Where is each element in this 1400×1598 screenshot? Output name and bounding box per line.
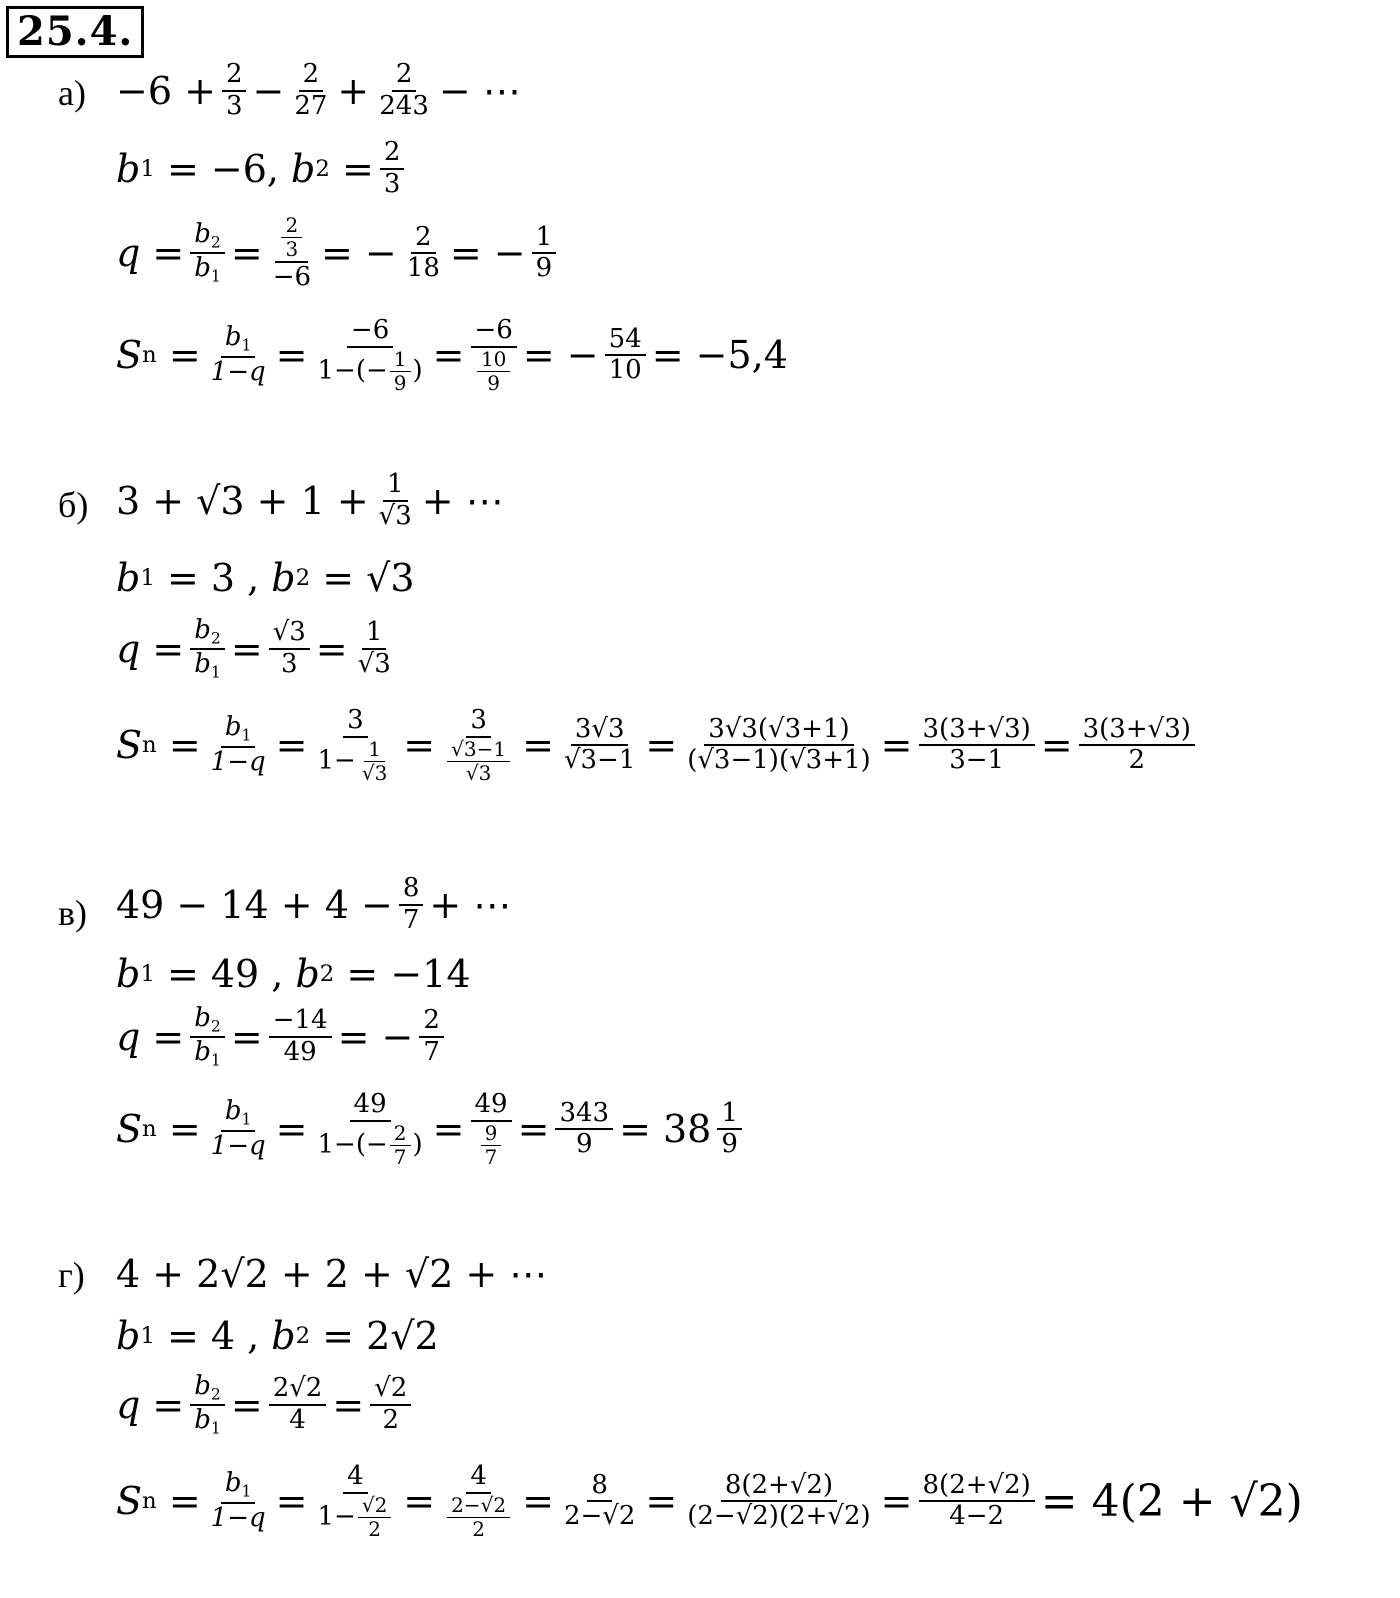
fraction: $\frac{3}{\frac{√3-1}{√3}}$ bbox=[441, 706, 516, 785]
part-a-label: а) bbox=[58, 73, 86, 113]
part-g-label: г) bbox=[58, 1255, 85, 1295]
result: = 4(2 + √2) bbox=[1040, 1475, 1303, 1527]
fraction: $\frac{\frac{2}{3}}{-6}$ bbox=[272, 213, 312, 292]
fraction: $\frac{2}{18}$ bbox=[406, 221, 440, 284]
part-v-sum: S n = $\frac{b_1}{1-q}$ = 49 1−(− $\frac{2}{7}$ ) = $\frac{49}{\frac{9}{7}}$ = $\frac{343}{9}$ = 38 $\frac{1}{9}$ bbox=[116, 1090, 748, 1169]
series-end: − ⋯ bbox=[438, 68, 521, 113]
part-b-terms: b 1 = 3 , b 2 = √3 bbox=[116, 556, 415, 600]
fraction: $\frac{2√2}{4}$ bbox=[269, 1374, 327, 1436]
fraction: $\frac{2}{3}$ bbox=[222, 60, 247, 122]
part-a-ratio: q = $\frac{b_2}{b_1}$ = $\frac{\frac{2}{3}}{-6}$ = − $\frac{2}{18}$ = − $\frac{1}{9}$ bbox=[116, 214, 562, 293]
fraction: $\frac{8}{2-√2}$ bbox=[563, 1469, 636, 1532]
fraction: 49 1−(− $\frac{2}{7}$ ) bbox=[317, 1089, 423, 1169]
part-v-series: 49 − 14 + 4 − $\frac{8}{7}$ + ⋯ bbox=[116, 873, 512, 935]
fraction: $\frac{1}{√3}$ bbox=[378, 469, 412, 531]
part-g-series: 4 + 2√2 + 2 + √2 + ⋯ bbox=[116, 1252, 548, 1296]
operator: + bbox=[337, 68, 370, 113]
term-b1: = −6, bbox=[166, 146, 279, 191]
fraction: $\frac{√2}{2}$ bbox=[370, 1374, 411, 1436]
fraction: $\frac{3(3+√3)}{3-1}$ bbox=[919, 715, 1035, 777]
part-v-label: в) bbox=[58, 893, 87, 933]
operator: − bbox=[252, 68, 285, 113]
part-b-sum: S n = $\frac{b_1}{1-q}$ = 3 1− $\frac{1}{√3}$ = $\frac{3}{\frac{√3-1}{√3}}$ = $\frac{3√3}{√3-1}$ = $\frac{3√3(√3+1)}{(√3-1)(√3+1)}$ = $\frac{3(3+√3)}{3-1}$ = $\frac{3(3+√3)}{2}$ bbox=[116, 706, 1201, 785]
part-v-terms: b 1 = 49 , b 2 = −14 bbox=[116, 952, 471, 996]
part-a-sum: S n = $\frac{b_1}{1-q}$ = −6 1−(− $\frac{1}{9}$ ) = $\frac{-6}{\frac{10}{9}}$ = − $\frac{54}{10}$ = −5,4 bbox=[116, 315, 788, 395]
part-b-label: б) bbox=[58, 485, 89, 525]
fraction: $\frac{b_2}{b_1}$ bbox=[190, 1372, 225, 1439]
fraction: $\frac{3√3}{√3-1}$ bbox=[563, 713, 636, 776]
fraction: $\frac{2}{7}$ bbox=[419, 1006, 444, 1068]
fraction: $\frac{1}{√3}$ bbox=[357, 617, 391, 680]
fraction: $\frac{54}{10}$ bbox=[605, 325, 646, 387]
fraction: $\frac{-6}{\frac{10}{9}}$ bbox=[471, 316, 517, 395]
fraction: 3 1− $\frac{1}{√3}$ bbox=[317, 705, 388, 785]
part-g-terms: b 1 = 4 , b 2 = 2√2 bbox=[116, 1314, 439, 1358]
fraction: $\frac{b_1}{1-q}$ bbox=[210, 1468, 266, 1533]
part-g-ratio: q = $\frac{b_2}{b_1}$ = $\frac{2√2}{4}$ = $\frac{√2}{2}$ bbox=[116, 1372, 417, 1439]
fraction: −6 1−(− $\frac{1}{9}$ ) bbox=[317, 315, 423, 395]
part-a-terms: b 1 = −6, b 2 = $\frac{2}{3}$ bbox=[116, 138, 410, 200]
fraction: $\frac{1}{9}$ bbox=[532, 223, 557, 285]
fraction: $\frac{3(3+√3)}{2}$ bbox=[1079, 715, 1195, 777]
fraction: $\frac{1}{9}$ bbox=[717, 1099, 742, 1161]
fraction: $\frac{b_2}{b_1}$ bbox=[190, 1004, 225, 1071]
part-g-sum: S n = $\frac{b_1}{1-q}$ = 4 1− $\frac{√2}{2}$ = $\frac{4}{\frac{2-√2}{2}}$ = $\frac{8}{2-√2}$ = $\frac{8(2+√2)}{(2-√2)(2+√2)}$ = $\frac{8(2+√2)}{4-2}$ = 4(2 + √2) bbox=[116, 1461, 1303, 1541]
fraction: 4 1− $\frac{√2}{2}$ bbox=[314, 1462, 398, 1541]
fraction: $\frac{8(2+√2)}{4-2}$ bbox=[919, 1471, 1035, 1533]
fraction: $\frac{2}{243}$ bbox=[379, 59, 429, 121]
part-b-ratio: q = $\frac{b_2}{b_1}$ = $\frac{√3}{3}$ = $\frac{1}{√3}$ bbox=[116, 616, 401, 683]
series-start: −6 + bbox=[116, 68, 216, 113]
part-v-ratio: q = $\frac{b_2}{b_1}$ = $\frac{-14}{49}$ = − $\frac{2}{7}$ bbox=[116, 1004, 450, 1071]
fraction: $\frac{2}{3}$ bbox=[380, 138, 405, 200]
fraction: $\frac{3√3(√3+1)}{(√3-1)(√3+1)}$ bbox=[687, 713, 871, 776]
fraction: $\frac{343}{9}$ bbox=[555, 1099, 613, 1161]
part-a-series bbox=[116, 60, 521, 122]
fraction: $\frac{b_2}{b_1}$ bbox=[190, 616, 225, 683]
fraction: $\frac{49}{\frac{9}{7}}$ bbox=[471, 1090, 512, 1169]
fraction: $\frac{8(2+√2)}{(2-√2)(2+√2)}$ bbox=[687, 1469, 871, 1532]
fraction: $\frac{-14}{49}$ bbox=[269, 1006, 332, 1068]
fraction: $\frac{b_1}{1-q}$ bbox=[210, 1096, 266, 1161]
result: = −5,4 bbox=[651, 333, 788, 378]
fraction: $\frac{b_1}{1-q}$ bbox=[210, 322, 266, 387]
fraction: $\frac{b_2}{b_1}$ bbox=[190, 220, 225, 287]
fraction: $\frac{2}{27}$ bbox=[294, 59, 328, 121]
fraction: $\frac{√3}{3}$ bbox=[269, 618, 310, 680]
fraction: $\frac{b_1}{1-q}$ bbox=[210, 712, 266, 777]
part-b-series: 3 + √3 + 1 + $\frac{1}{√3}$ + ⋯ bbox=[116, 469, 504, 531]
fraction: $\frac{8}{7}$ bbox=[399, 874, 424, 936]
task-number: 25.4. bbox=[6, 6, 144, 58]
fraction: $\frac{4}{\frac{2-√2}{2}}$ bbox=[441, 1462, 516, 1541]
